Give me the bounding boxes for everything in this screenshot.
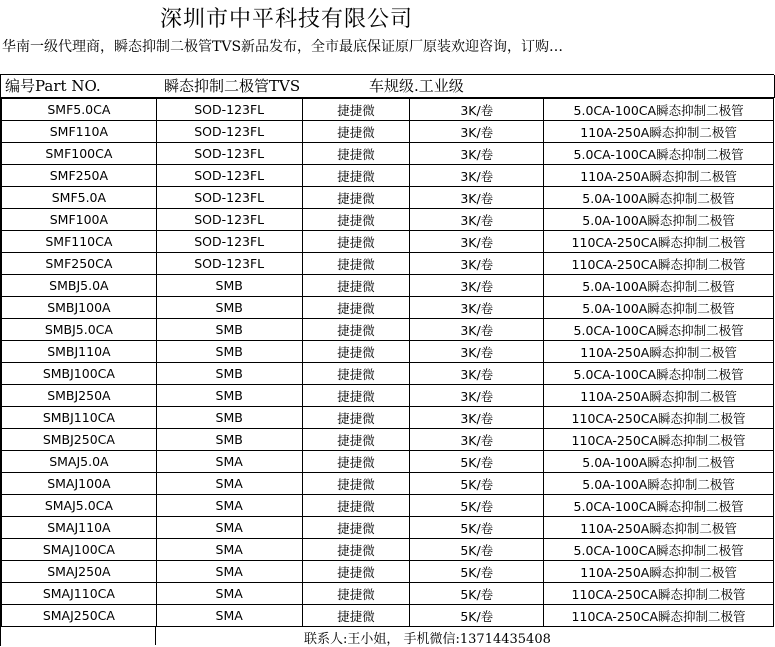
cell-brand: 捷捷微 bbox=[302, 605, 410, 627]
table-row bbox=[2, 451, 774, 473]
table-row bbox=[2, 165, 774, 187]
cell-part-no: SMBJ110CA bbox=[2, 407, 157, 429]
cell-description: 110A-250A瞬态抑制二极管 bbox=[544, 385, 774, 407]
table-row bbox=[2, 473, 774, 495]
cell-reel-qty: 3K/卷 bbox=[410, 121, 544, 143]
cell-part-no: SMBJ5.0A bbox=[2, 275, 157, 297]
cell-package: SMA bbox=[156, 583, 302, 605]
header-product-type: 瞬态抑制二极管TVS bbox=[164, 77, 301, 95]
cell-description: 5.0A-100A瞬态抑制二极管 bbox=[544, 297, 774, 319]
cell-brand: 捷捷微 bbox=[302, 495, 410, 517]
cell-brand: 捷捷微 bbox=[302, 363, 410, 385]
cell-part-no: SMBJ110A bbox=[2, 341, 157, 363]
cell-brand: 捷捷微 bbox=[302, 297, 410, 319]
cell-package: SOD-123FL bbox=[156, 187, 302, 209]
company-title-row bbox=[0, 0, 775, 34]
table-row bbox=[2, 407, 774, 429]
table-row bbox=[2, 121, 774, 143]
cell-reel-qty: 3K/卷 bbox=[410, 341, 544, 363]
footer-contact: 联系人:王小姐， 手机微信:13714435408 bbox=[304, 632, 551, 647]
cell-package: SOD-123FL bbox=[156, 231, 302, 253]
cell-reel-qty: 3K/卷 bbox=[410, 209, 544, 231]
cell-brand: 捷捷微 bbox=[302, 275, 410, 297]
cell-description: 5.0A-100A瞬态抑制二极管 bbox=[544, 451, 774, 473]
cell-reel-qty: 5K/卷 bbox=[410, 451, 544, 473]
cell-brand: 捷捷微 bbox=[302, 341, 410, 363]
cell-package: SMB bbox=[156, 429, 302, 451]
cell-description: 110CA-250CA瞬态抑制二极管 bbox=[544, 429, 774, 451]
cell-brand: 捷捷微 bbox=[302, 561, 410, 583]
cell-reel-qty: 3K/卷 bbox=[410, 297, 544, 319]
cell-reel-qty: 3K/卷 bbox=[410, 429, 544, 451]
cell-package: SMB bbox=[156, 341, 302, 363]
cell-part-no: SMAJ100CA bbox=[2, 539, 157, 561]
table-row bbox=[2, 253, 774, 275]
table-row bbox=[2, 583, 774, 605]
cell-package: SMB bbox=[156, 275, 302, 297]
cell-brand: 捷捷微 bbox=[302, 539, 410, 561]
cell-description: 5.0CA-100CA瞬态抑制二极管 bbox=[544, 363, 774, 385]
cell-reel-qty: 3K/卷 bbox=[410, 231, 544, 253]
cell-part-no: SMAJ100A bbox=[2, 473, 157, 495]
cell-reel-qty: 3K/卷 bbox=[410, 143, 544, 165]
cell-brand: 捷捷微 bbox=[302, 165, 410, 187]
cell-part-no: SMAJ110A bbox=[2, 517, 157, 539]
cell-description: 110CA-250CA瞬态抑制二极管 bbox=[544, 605, 774, 627]
cell-package: SMB bbox=[156, 319, 302, 341]
cell-part-no: SMAJ250A bbox=[2, 561, 157, 583]
cell-part-no: SMBJ100A bbox=[2, 297, 157, 319]
cell-description: 110A-250A瞬态抑制二极管 bbox=[544, 517, 774, 539]
cell-brand: 捷捷微 bbox=[302, 253, 410, 275]
header-part-no: 编号Part NO. bbox=[5, 77, 101, 95]
cell-reel-qty: 3K/卷 bbox=[410, 319, 544, 341]
cell-description: 5.0CA-100CA瞬态抑制二极管 bbox=[544, 143, 774, 165]
table-row bbox=[2, 341, 774, 363]
table-row bbox=[2, 517, 774, 539]
cell-description: 5.0CA-100CA瞬态抑制二极管 bbox=[544, 99, 774, 121]
cell-package: SMA bbox=[156, 561, 302, 583]
cell-package: SMA bbox=[156, 517, 302, 539]
cell-description: 5.0CA-100CA瞬态抑制二极管 bbox=[544, 319, 774, 341]
table-row bbox=[2, 319, 774, 341]
company-title: 深圳市中平科技有限公司 bbox=[160, 7, 414, 32]
cell-reel-qty: 5K/卷 bbox=[410, 517, 544, 539]
cell-reel-qty: 5K/卷 bbox=[410, 561, 544, 583]
cell-reel-qty: 3K/卷 bbox=[410, 99, 544, 121]
table-row bbox=[2, 297, 774, 319]
cell-package: SOD-123FL bbox=[156, 143, 302, 165]
cell-reel-qty: 3K/卷 bbox=[410, 363, 544, 385]
table-row bbox=[2, 605, 774, 627]
table-row bbox=[2, 187, 774, 209]
cell-reel-qty: 5K/卷 bbox=[410, 495, 544, 517]
cell-package: SMB bbox=[156, 407, 302, 429]
cell-reel-qty: 3K/卷 bbox=[410, 165, 544, 187]
cell-description: 110A-250A瞬态抑制二极管 bbox=[544, 561, 774, 583]
cell-package: SOD-123FL bbox=[156, 253, 302, 275]
cell-description: 5.0A-100A瞬态抑制二极管 bbox=[544, 209, 774, 231]
table-row bbox=[2, 429, 774, 451]
table-row bbox=[2, 99, 774, 121]
cell-description: 5.0A-100A瞬态抑制二极管 bbox=[544, 187, 774, 209]
cell-part-no: SMAJ110CA bbox=[2, 583, 157, 605]
cell-reel-qty: 3K/卷 bbox=[410, 385, 544, 407]
cell-package: SMB bbox=[156, 385, 302, 407]
cell-reel-qty: 3K/卷 bbox=[410, 275, 544, 297]
cell-brand: 捷捷微 bbox=[302, 187, 410, 209]
cell-description: 110CA-250CA瞬态抑制二极管 bbox=[544, 253, 774, 275]
table-row bbox=[2, 495, 774, 517]
table-row bbox=[2, 363, 774, 385]
cell-description: 110A-250A瞬态抑制二极管 bbox=[544, 165, 774, 187]
product-table bbox=[1, 98, 774, 627]
cell-reel-qty: 3K/卷 bbox=[410, 187, 544, 209]
cell-package: SMA bbox=[156, 451, 302, 473]
product-table-sheet bbox=[0, 74, 774, 646]
cell-part-no: SMF110A bbox=[2, 121, 157, 143]
cell-description: 110A-250A瞬态抑制二极管 bbox=[544, 341, 774, 363]
cell-brand: 捷捷微 bbox=[302, 319, 410, 341]
cell-part-no: SMBJ100CA bbox=[2, 363, 157, 385]
cell-part-no: SMF250A bbox=[2, 165, 157, 187]
table-row bbox=[2, 209, 774, 231]
cell-package: SMA bbox=[156, 539, 302, 561]
cell-package: SOD-123FL bbox=[156, 99, 302, 121]
cell-package: SMA bbox=[156, 495, 302, 517]
table-row bbox=[2, 275, 774, 297]
cell-reel-qty: 3K/卷 bbox=[410, 407, 544, 429]
cell-part-no: SMF5.0CA bbox=[2, 99, 157, 121]
cell-part-no: SMF100A bbox=[2, 209, 157, 231]
cell-package: SMA bbox=[156, 605, 302, 627]
cell-package: SOD-123FL bbox=[156, 209, 302, 231]
table-row bbox=[2, 539, 774, 561]
cell-description: 110CA-250CA瞬态抑制二极管 bbox=[544, 583, 774, 605]
footer-row bbox=[1, 627, 774, 646]
cell-brand: 捷捷微 bbox=[302, 407, 410, 429]
cell-brand: 捷捷微 bbox=[302, 231, 410, 253]
cell-description: 5.0CA-100CA瞬态抑制二极管 bbox=[544, 539, 774, 561]
cell-package: SOD-123FL bbox=[156, 165, 302, 187]
cell-reel-qty: 5K/卷 bbox=[410, 539, 544, 561]
cell-brand: 捷捷微 bbox=[302, 99, 410, 121]
cell-part-no: SMBJ250CA bbox=[2, 429, 157, 451]
cell-part-no: SMF250CA bbox=[2, 253, 157, 275]
cell-reel-qty: 5K/卷 bbox=[410, 605, 544, 627]
cell-brand: 捷捷微 bbox=[302, 121, 410, 143]
cell-description: 5.0A-100A瞬态抑制二极管 bbox=[544, 275, 774, 297]
cell-part-no: SMAJ5.0CA bbox=[2, 495, 157, 517]
cell-description: 110A-250A瞬态抑制二极管 bbox=[544, 121, 774, 143]
intro-text: 华南一级代理商，瞬态抑制二极管TVS新品发布，全市最底保证原厂原装欢迎咨询，订购… bbox=[2, 39, 564, 55]
footer-empty-cell bbox=[1, 627, 156, 645]
table-row bbox=[2, 385, 774, 407]
cell-part-no: SMF110CA bbox=[2, 231, 157, 253]
cell-brand: 捷捷微 bbox=[302, 385, 410, 407]
cell-brand: 捷捷微 bbox=[302, 583, 410, 605]
cell-brand: 捷捷微 bbox=[302, 517, 410, 539]
table-row bbox=[2, 231, 774, 253]
cell-brand: 捷捷微 bbox=[302, 209, 410, 231]
cell-brand: 捷捷微 bbox=[302, 429, 410, 451]
cell-part-no: SMAJ250CA bbox=[2, 605, 157, 627]
table-row bbox=[2, 561, 774, 583]
cell-brand: 捷捷微 bbox=[302, 143, 410, 165]
cell-part-no: SMF5.0A bbox=[2, 187, 157, 209]
cell-brand: 捷捷微 bbox=[302, 451, 410, 473]
header-grade: 车规级.工业级 bbox=[369, 77, 464, 95]
cell-reel-qty: 3K/卷 bbox=[410, 253, 544, 275]
cell-package: SMB bbox=[156, 363, 302, 385]
cell-part-no: SMAJ5.0A bbox=[2, 451, 157, 473]
table-header-row bbox=[1, 75, 775, 98]
cell-reel-qty: 5K/卷 bbox=[410, 583, 544, 605]
cell-description: 110CA-250CA瞬态抑制二极管 bbox=[544, 231, 774, 253]
cell-brand: 捷捷微 bbox=[302, 473, 410, 495]
cell-description: 110CA-250CA瞬态抑制二极管 bbox=[544, 407, 774, 429]
cell-package: SOD-123FL bbox=[156, 121, 302, 143]
cell-description: 5.0A-100A瞬态抑制二极管 bbox=[544, 473, 774, 495]
cell-reel-qty: 5K/卷 bbox=[410, 473, 544, 495]
cell-description: 5.0CA-100CA瞬态抑制二极管 bbox=[544, 495, 774, 517]
cell-package: SMB bbox=[156, 297, 302, 319]
cell-package: SMA bbox=[156, 473, 302, 495]
table-row bbox=[2, 143, 774, 165]
product-table-body bbox=[2, 99, 774, 627]
cell-part-no: SMBJ5.0CA bbox=[2, 319, 157, 341]
cell-part-no: SMBJ250A bbox=[2, 385, 157, 407]
cell-part-no: SMF100CA bbox=[2, 143, 157, 165]
